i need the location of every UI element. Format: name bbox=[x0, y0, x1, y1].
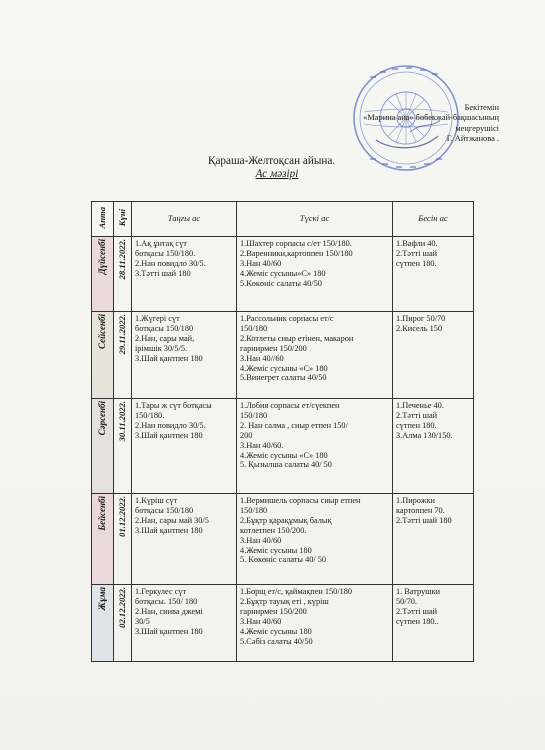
snack-cell: 1.Вафли 40. 2.Тәтті шай сүтпен 180. bbox=[393, 237, 474, 312]
lunch-cell: 1.Рассольник сорпасы ет/с 150/180 2.Котлеты сиыр етінен, макарон гарнирмен 150/200 3.Нан 40//60 4.Жеміс сусыны «С» 180 5.Винегрет салаты 40/50 bbox=[237, 312, 393, 399]
approval-line-institution: «Марина ана» бөбекжай-бақшасының bbox=[363, 113, 499, 123]
header-snack: Бесін ас bbox=[393, 202, 474, 237]
header-day: Күні bbox=[114, 202, 132, 237]
approval-line-approve: Бекітемін bbox=[464, 103, 499, 112]
table-header-row bbox=[92, 202, 474, 237]
menu-period-title: Қараша-Желтоқсан айына. bbox=[208, 155, 336, 167]
date-cell: 01.12.2022. bbox=[114, 494, 132, 585]
table-row bbox=[92, 312, 474, 399]
approval-line-name: Г. Айтжанова . bbox=[446, 134, 499, 144]
table-row bbox=[92, 237, 474, 312]
date-cell: 30.11.2022. bbox=[114, 399, 132, 494]
table-row bbox=[92, 585, 474, 662]
weekday-cell: Сәрсенбі bbox=[92, 399, 114, 494]
header-lunch: Түскі ас bbox=[237, 202, 393, 237]
header-breakfast: Таңғы ас bbox=[132, 202, 237, 237]
lunch-cell: 1.Борщ ет/с, қаймақпен 150/180 2.Бұқтр тауық еті , күріш гарнирмен 150/200 3.Нан 40/60 4.Жеміс сусыны 180 5.Сәбіз салаты 40/50 bbox=[237, 585, 393, 662]
lunch-cell: 1.Лобия сорпасы ет/сүекпен 150/180 2. Нан салма , сиыр етпен 150/ 200 3.Нан 40/60. 4.Жеміс сусыны «С» 180 5. Қызылша салаты 40/ 50 bbox=[237, 399, 393, 494]
breakfast-cell: 1.Жүгері сүт ботқасы 150/180 2.Нан, сары май, ірімшік 30/5/5. 3.Шай қантпен 180 bbox=[132, 312, 237, 399]
menu-title: Ас мәзірі bbox=[255, 168, 299, 180]
date-cell: 29.11.2022. bbox=[114, 312, 132, 399]
weekday-cell: Сейсенбі bbox=[92, 312, 114, 399]
menu-table bbox=[91, 201, 474, 662]
lunch-cell: 1.Вермишель сорпасы сиыр етпен 150/180 2.Бұқтр қарақұмық балық котлетпен 150/200. 3.Нан 40/60 4.Жеміс сусыны 180 5. Көкөніс салаты 40/ 50 bbox=[237, 494, 393, 585]
table-row bbox=[92, 494, 474, 585]
breakfast-cell: 1.Күріш сүт ботқасы 150/180 2.Нан, сары май 30/5 3.Шай қантпен 180 bbox=[132, 494, 237, 585]
breakfast-cell: 1.Ақ ұнтақ сүт ботқасы 150/180. 2.Нан повидло 30/5. 3.Тәтті шай 180 bbox=[132, 237, 237, 312]
breakfast-cell: 1.Геркулес сүт ботқасы. 150/ 180 2.Нан, сиива джемі 30/5 3.Шай қантпен 180 bbox=[132, 585, 237, 662]
date-cell: 02.12.2022. bbox=[114, 585, 132, 662]
table-row bbox=[92, 399, 474, 494]
snack-cell: 1. Ватрушки 50/70. 2.Тәтті шай сүтпен 180.. bbox=[393, 585, 474, 662]
header-week: Апта bbox=[92, 202, 114, 237]
breakfast-cell: 1.Тары ж сүт ботқасы 150/180. 2.Нан повидло 30/5. 3.Шай қантпен 180 bbox=[132, 399, 237, 494]
date-cell: 28.11.2022. bbox=[114, 237, 132, 312]
weekday-cell: Бейсенбі bbox=[92, 494, 114, 585]
snack-cell: 1.Пирожки картоппен 70. 2.Тәтті шай 180 bbox=[393, 494, 474, 585]
weekday-cell: Жұма bbox=[92, 585, 114, 662]
menu-heading bbox=[208, 155, 358, 180]
weekday-cell: Дүйсенбі bbox=[92, 237, 114, 312]
lunch-cell: 1.Шахтер сорпасы с/ет 150/180. 2.Варенники,картоппен 150/180 3.Нан 40/60 4.Жеміс сусыны»С» 180 5.Көкөніс салаты 40/50 bbox=[237, 237, 393, 312]
snack-cell: 1.Пирог 50/70 2.Кисель 150 bbox=[393, 312, 474, 399]
approval-line-position: меңгерушісі bbox=[455, 123, 499, 133]
snack-cell: 1.Печенье 40. 2.Тәтті шай сүтпен 180. 3.Алма 130/150. bbox=[393, 399, 474, 494]
approval-block bbox=[309, 103, 499, 145]
